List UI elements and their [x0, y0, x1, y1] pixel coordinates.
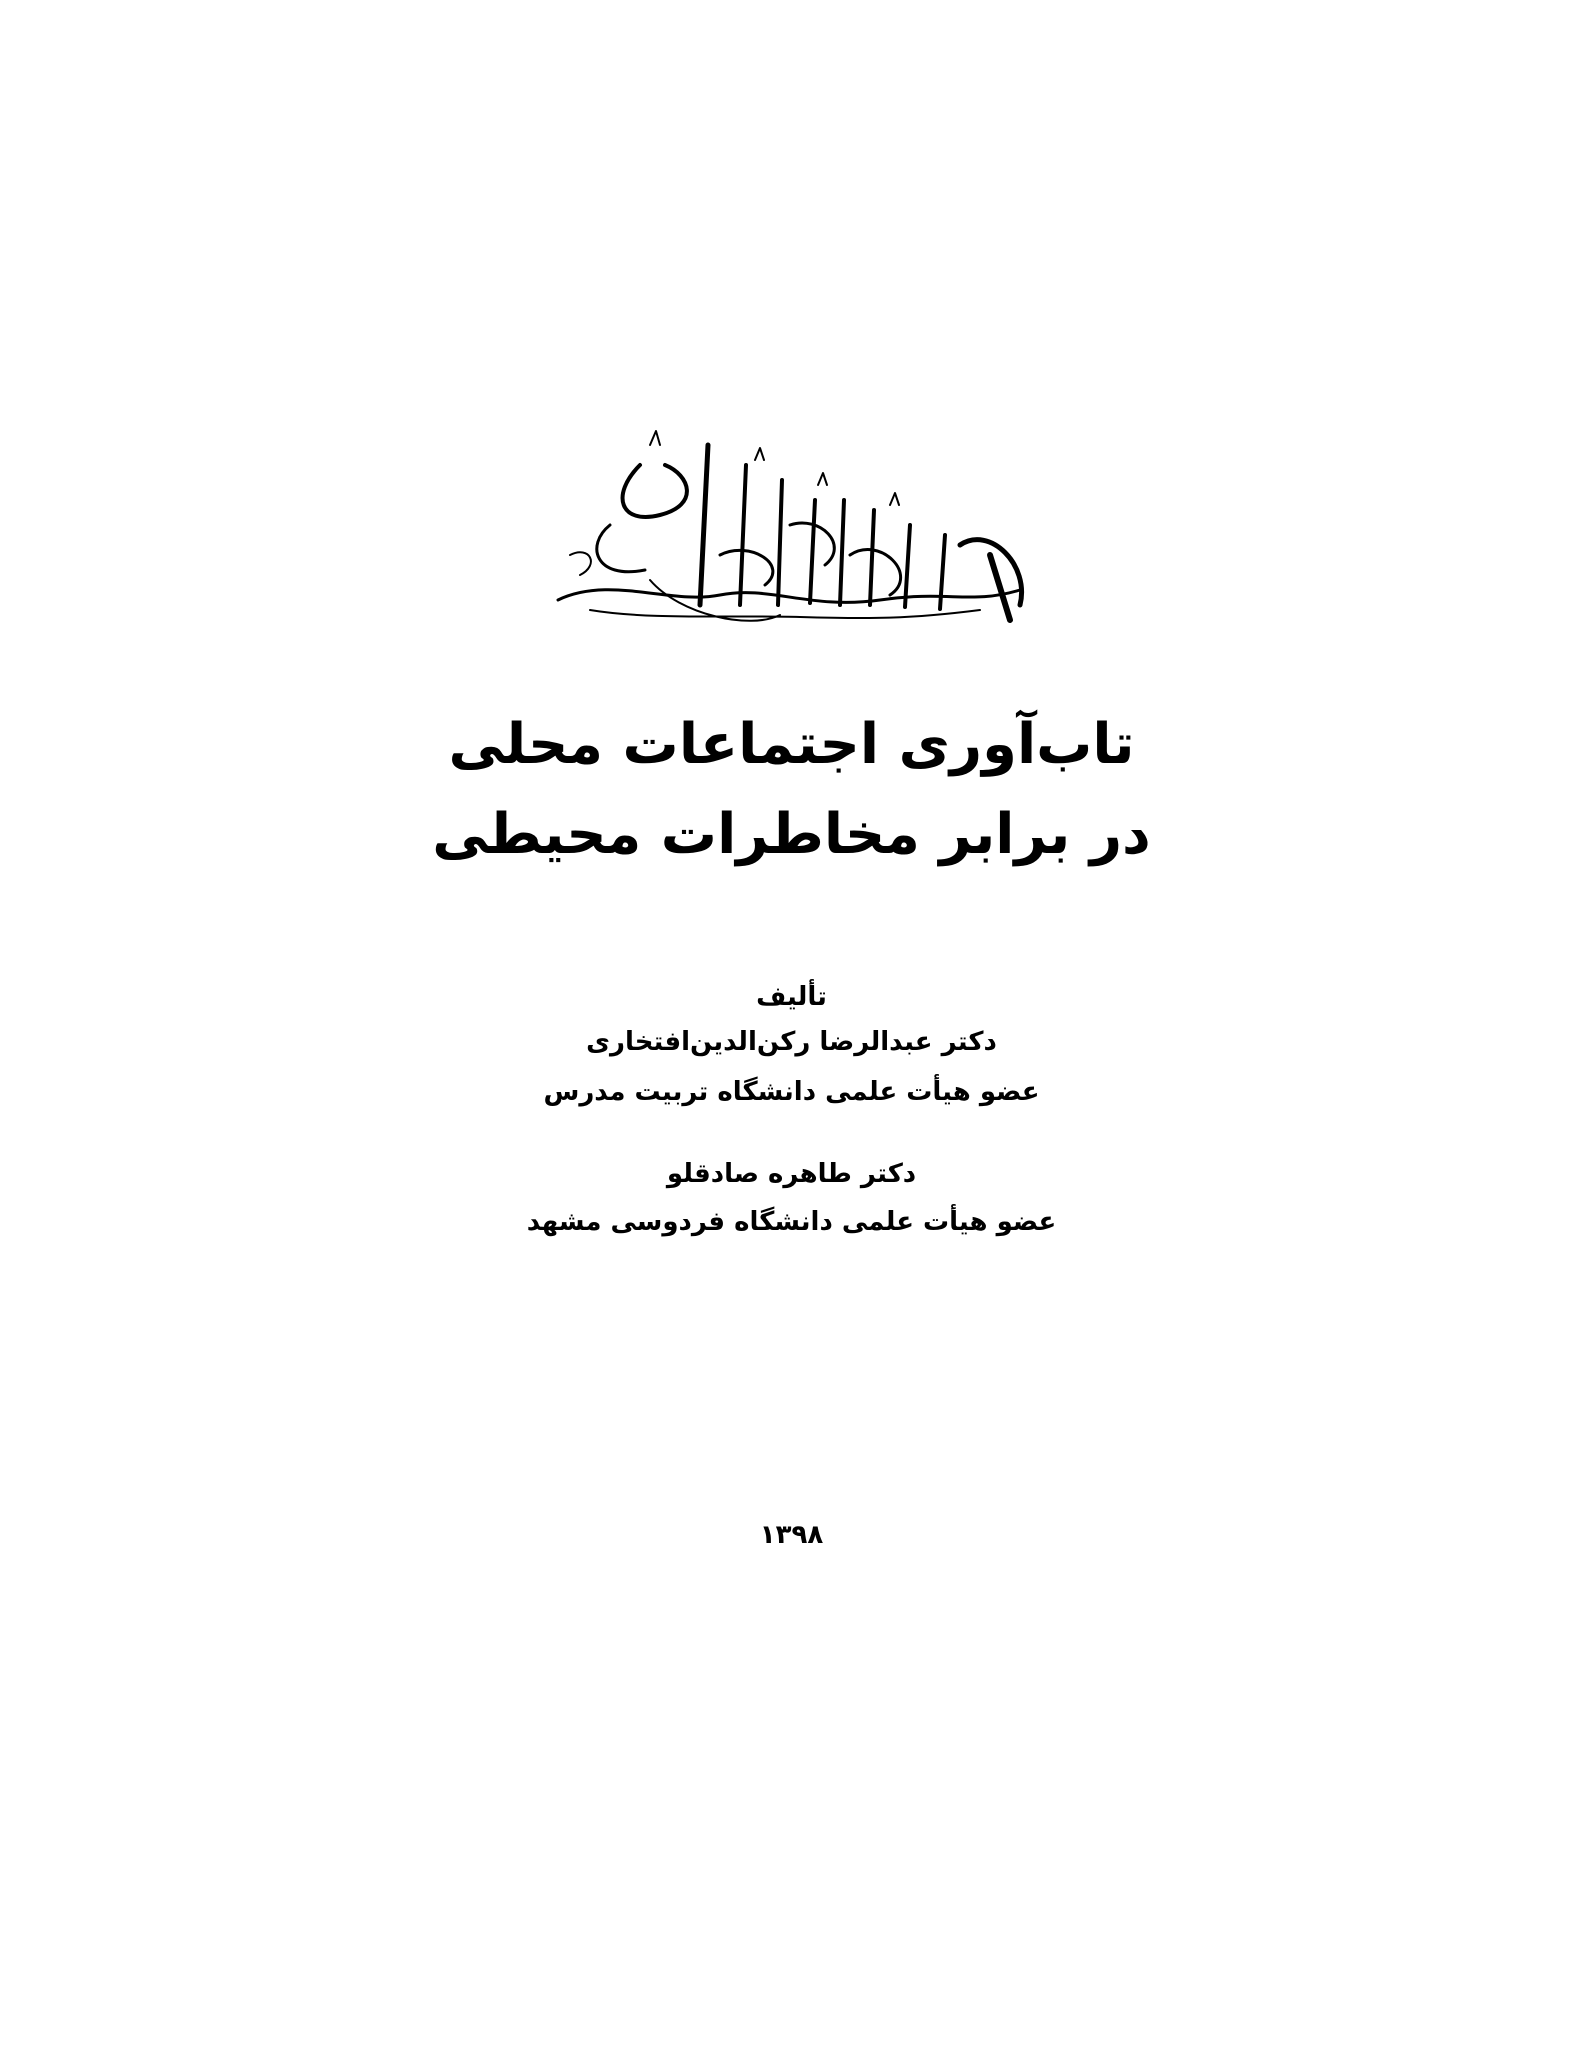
author-1-affiliation: عضو هیأت علمی دانشگاه تربیت مدرس	[543, 1077, 1040, 1107]
authorship-label: تألیف	[756, 982, 827, 1012]
author-2-name: دکتر طاهره صادقلو	[666, 1159, 917, 1189]
book-title-line-1: تاب‌آوری اجتماعات محلی	[448, 712, 1135, 777]
publication-year: ۱۳۹۸	[759, 1520, 824, 1550]
bismillah-calligraphy-icon	[550, 405, 1040, 650]
author-1-name: دکتر عبدالرضا رکن‌الدین‌افتخاری	[586, 1027, 997, 1057]
book-title-line-2: در برابر مخاطرات محیطی	[432, 802, 1151, 867]
author-2-affiliation: عضو هیأت علمی دانشگاه فردوسی مشهد	[526, 1207, 1057, 1237]
